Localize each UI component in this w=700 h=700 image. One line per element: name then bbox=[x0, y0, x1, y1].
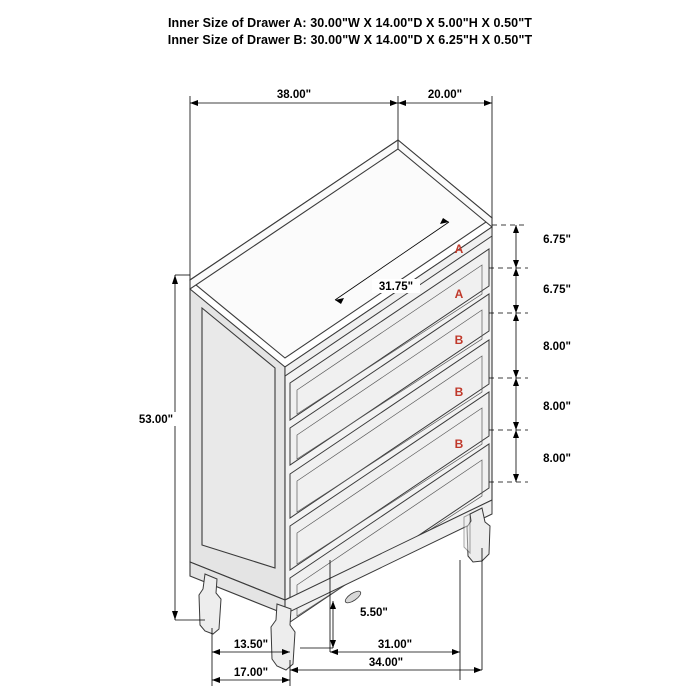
drawer-b-inner-size-text: Inner Size of Drawer B: 30.00"W X 14.00"D X 6.25"H X 0.50"T bbox=[167, 33, 533, 47]
dim-drawer-face-width: 31.75" bbox=[378, 281, 414, 293]
drawer-label-3: B bbox=[454, 333, 464, 347]
dim-leg-height: 5.50" bbox=[360, 607, 388, 619]
drawer-label-2: A bbox=[454, 287, 464, 301]
leg-height-dimension-group bbox=[300, 601, 388, 648]
dim-leg-depth: 13.50" bbox=[233, 639, 269, 651]
chest-body bbox=[190, 140, 492, 670]
dim-right-3: 8.00" bbox=[543, 341, 571, 353]
drawer-label-5: B bbox=[454, 437, 464, 451]
dim-right-2: 6.75" bbox=[543, 284, 571, 296]
drawer-label-1: A bbox=[454, 242, 464, 256]
dim-front-width: 34.00" bbox=[368, 657, 404, 669]
dim-right-5: 8.00" bbox=[543, 453, 571, 465]
dim-width-front: 38.00" bbox=[276, 89, 312, 101]
dim-side-depth: 17.00" bbox=[233, 667, 269, 679]
dim-front-inner: 31.00" bbox=[377, 639, 413, 651]
dim-total-height: 53.00" bbox=[138, 414, 174, 426]
dim-right-1: 6.75" bbox=[543, 234, 571, 246]
dim-right-4: 8.00" bbox=[543, 401, 571, 413]
right-dimension-group bbox=[489, 225, 571, 482]
dim-width-side: 20.00" bbox=[427, 89, 463, 101]
drawer-label-4: B bbox=[454, 385, 464, 399]
drawer-a-inner-size-text: Inner Size of Drawer A: 30.00"W X 14.00"D X 5.00"H X 0.50"T bbox=[167, 16, 532, 30]
